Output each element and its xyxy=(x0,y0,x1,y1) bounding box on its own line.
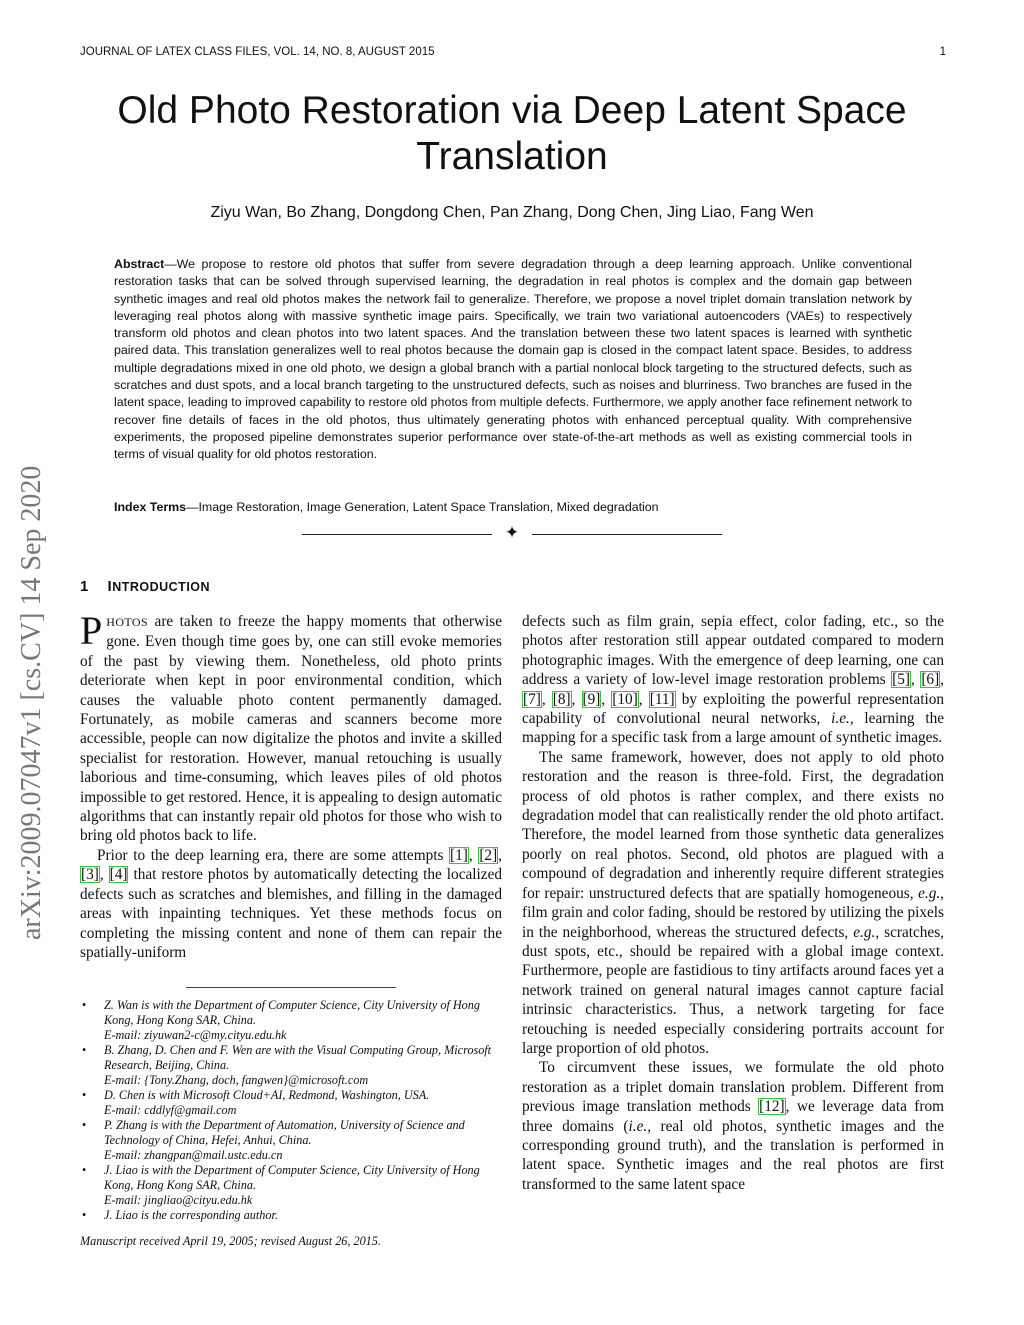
paragraph: Prior to the deep learning era, there are some attempts [1], [2], [3], [4] that restore photos by automatically detecting the localized defects such as scratches and blemishes, and filling in the damaged areas with inpainting techniques. Yet these methods focus on completing the missing content and none of them can repair the spatially-uniform xyxy=(80,846,503,961)
citation-link[interactable]: [5] xyxy=(892,671,911,689)
title-line-1: Old Photo Restoration via Deep Latent Space xyxy=(117,89,907,132)
paragraph: defects such as film grain, sepia effect, color fading, etc., so the photos after restoration still appear outdated compared to modern photographic images. With the emergence of deep learning, one can address a variety of low-level image restoration problems [5], [6], [7], [8], [9], [10], [11] by exploiting the powerful representation capability of convolutional neural networks, i.e., learning the mapping for a specific task from a large amount of synthetic images. xyxy=(522,613,945,747)
paragraph xyxy=(80,608,502,846)
arxiv-stamp: arXiv:2009.07047v1 [cs.CV] 14 Sep 2020 xyxy=(16,465,47,940)
author-list: Ziyu Wan, Bo Zhang, Dongdong Chen, Pan Zhang, Dong Chen, Jing Liao, Fang Wen xyxy=(210,204,814,221)
italic-abbrev: i.e. xyxy=(831,710,850,728)
bullet-icon: • xyxy=(82,1043,87,1057)
paragraph-text: , film grain and color fading, should be restored by utilizing the pixels in the neighborhood, whereas the structured defects, xyxy=(522,884,944,941)
footnote-item xyxy=(80,1118,502,1163)
paragraph-text: , scratches, dust spots, etc., should be repaired with a global image context. Furthermore, people are fastidious to tiny artifacts around faces yet a network trained on general natural images cannot capture facial intrinsic characteristics. Thus, a network targeting for face retouching is needed especially considering portraits account for large proportion of old photos. xyxy=(522,923,944,1057)
citation-link[interactable]: [1] xyxy=(450,846,468,864)
abstract-text: —We propose to restore old photos that suffer from severe degradation through a deep learning approach. Unlike conventional restoration tasks that can be solved through supervised learning, the degradation in real photos is complex and the domain gap between synthetic images and real old photos makes the network fail to generalize. Therefore, we propose a novel triplet domain translation network by leveraging real photos along with massive synthetic image pairs. Specifically, we train two variational autoencoders (VAEs) to respectively transform old photos and clean photos into two latent spaces. And the translation between these two latent spaces is learned with synthetic paired data. This translation generalizes well to real photos because the domain gap is closed in the compact latent space. Besides, to address multiple degradations mixed in one old photo, we design a global branch with a partial nonlocal block targeting to the structured defects, such as scratches and dust spots, and a local branch targeting to the unstructured defects, such as noises and blurriness. Two branches are fused in the latent space, leading to improved capability to restore old photos from multiple defects. Furthermore, we apply another face refinement network to recover fine details of faces in the old photos, thus ultimately generating photos with enhanced perceptual quality. With comprehensive experiments, the proposed pipeline demonstrates superior performance over state-of-the-art methods as well as existing commercial tools in terms of visual quality for old photos restoration. xyxy=(114,257,912,462)
footnote-email: E-mail: cddlyf@gmail.com xyxy=(104,1103,237,1117)
citation-link[interactable]: [4] xyxy=(109,866,128,884)
paragraph-text: that restore photos by automatically detecting the localized defects such as scratches and blemishes, and filling in the damaged areas with inpainting techniques. Yet these methods focus on completing the missing content and none of them can repair the spatially-uniform xyxy=(80,866,503,961)
paragraph-text: Prior to the deep learning era, there are some attempts xyxy=(97,846,450,864)
footnote-rule xyxy=(186,987,396,988)
footnote-item xyxy=(80,1043,502,1088)
citation-link[interactable]: [11] xyxy=(649,690,675,708)
citation-link[interactable]: [3] xyxy=(81,866,99,884)
citation-link[interactable]: [6] xyxy=(921,671,940,689)
page-number: 1 xyxy=(939,46,946,58)
bullet-icon: • xyxy=(82,998,87,1012)
footnote-email: E-mail: zhangpan@mail.ustc.edu.cn xyxy=(104,1148,283,1162)
index-terms-label: Index Terms xyxy=(114,500,187,514)
section-heading xyxy=(80,578,210,595)
footnote-text: B. Zhang, D. Chen and F. Wen are with the Visual Computing Group, Microsoft Research, Beijing, China. xyxy=(104,1043,492,1072)
paper-title xyxy=(60,88,964,180)
right-column xyxy=(522,612,944,1194)
running-header xyxy=(80,46,946,58)
abstract-label: Abstract xyxy=(114,257,165,271)
paragraph xyxy=(522,1058,944,1194)
italic-abbrev: i.e. xyxy=(628,1117,648,1135)
divider-star-icon: ✦ xyxy=(504,523,520,542)
section-divider xyxy=(302,524,722,544)
paragraph-text: by exploiting the powerful representation capability of convolutional neural networks, xyxy=(522,690,944,728)
paragraph xyxy=(522,748,944,1059)
footnote-email: E-mail: {Tony.Zhang, doch, fangwen}@microsoft.com xyxy=(104,1073,369,1087)
bullet-icon: • xyxy=(82,1088,87,1102)
affiliation-footnotes xyxy=(80,998,502,1223)
manuscript-received-note: Manuscript received April 19, 2005; revised August 26, 2015. xyxy=(80,1234,381,1248)
citation-link[interactable]: [12] xyxy=(759,1098,785,1116)
paragraph-text: , real old photos, synthetic images and the corresponding ground truth), and the translation is performed in latent space. Synthetic images and the real photos are first transformed to the same latent space xyxy=(522,1117,944,1193)
footnote-text: J. Liao is the corresponding author. xyxy=(104,1208,278,1222)
paragraph-text: , learning the mapping for a specific task from a large amount of synthetic images. xyxy=(522,710,945,747)
footnote-email: E-mail: jingliao@cityu.edu.hk xyxy=(104,1193,253,1207)
citation-link[interactable]: [8] xyxy=(552,690,571,708)
bullet-icon: • xyxy=(82,1208,87,1222)
divider-line-right xyxy=(532,534,722,535)
footnote-text: P. Zhang is with the Department of Automation, University of Science and Technology of China, Hefei, Anhui, China. xyxy=(104,1118,465,1147)
left-column xyxy=(80,608,503,962)
paragraph-text: The same framework, however, does not apply to old photo restoration and the reason is three-fold. First, the degradation process of old photos is rather complex, and there exists no degradation model that can realistically render the old photo artifact. Therefore, the model learned from those synthetic data generalizes poorly on real photos. Second, old photos are plagued with a compound of degradation and inherently require different strategies for repair: unstructured defects that are spatially homogeneous, xyxy=(522,748,944,902)
footnote-item xyxy=(80,998,502,1043)
abstract xyxy=(114,256,912,464)
italic-abbrev: e.g. xyxy=(918,884,941,902)
footnote-text: Z. Wan is with the Department of Computer Science, City University of Hong Kong, Hong Kong SAR, China. xyxy=(104,998,480,1027)
paragraph-text: , we leverage data from three domains ( xyxy=(522,1098,945,1135)
footnote-item xyxy=(80,1163,502,1208)
footnote-text: D. Chen is with Microsoft Cloud+AI, Redmond, Washington, USA. xyxy=(104,1088,430,1102)
bullet-icon: • xyxy=(82,1118,87,1132)
divider-line-left xyxy=(302,534,492,535)
bullet-icon: • xyxy=(82,1163,87,1177)
journal-name: JOURNAL OF LATEX CLASS FILES, VOL. 14, NO. 8, AUGUST 2015 xyxy=(80,46,435,58)
footnote-item xyxy=(80,1088,502,1118)
italic-abbrev: e.g. xyxy=(853,923,876,941)
drop-cap: P xyxy=(80,608,103,653)
citation-link[interactable]: [2] xyxy=(479,846,498,864)
index-terms-text: —Image Restoration, Image Generation, Latent Space Translation, Mixed degradation xyxy=(186,500,659,514)
citation-link[interactable]: [7] xyxy=(523,690,541,708)
section-number: 1 xyxy=(80,578,89,595)
index-terms xyxy=(114,500,912,514)
section-title-first: I xyxy=(107,578,113,595)
citation-link[interactable]: [10] xyxy=(612,690,638,708)
footnote-text: J. Liao is with the Department of Computer Science, City University of Hong Kong, Hong Kong SAR, China. xyxy=(104,1163,480,1192)
footnote-item xyxy=(80,1208,502,1223)
section-title-rest: NTRODUCTION xyxy=(112,580,211,594)
paragraph-text: To circumvent these issues, we formulate the old photo restoration as a triplet domain translation problem. Different from previous image translation methods xyxy=(522,1059,944,1116)
title-line-2: Translation xyxy=(416,135,608,178)
citation-link[interactable]: [9] xyxy=(582,690,601,708)
paragraph-text: are taken to freeze the happy moments that otherwise gone. Even though time goes by, one can still evoke memories of the past by viewing them. Nonetheless, old photo prints deteriorate when kept in poor environmental condition, which causes the valuable photo content permanently damaged. Fortunately, as mobile cameras and scanners become more accessible, people can now digitalize the photos and invite a skilled specialist for restoration. However, manual retouching is usually laborious and time-consuming, which leaves piles of old photos impossible to get restored. Hence, it is appealing to design automatic algorithms that can instantly repair old photos for those who wish to bring old photos back to life. xyxy=(80,613,502,845)
smallcaps-word: HOTOS xyxy=(106,615,149,629)
footnote-email: E-mail: ziyuwan2-c@my.cityu.edu.hk xyxy=(104,1028,287,1042)
paragraph-text: defects such as film grain, sepia effect, color fading, etc., so the photos after restoration still appear outdated compared to modern photographic images. With the emergence of deep learning, one can address a variety of low-level image restoration problems xyxy=(522,613,944,689)
